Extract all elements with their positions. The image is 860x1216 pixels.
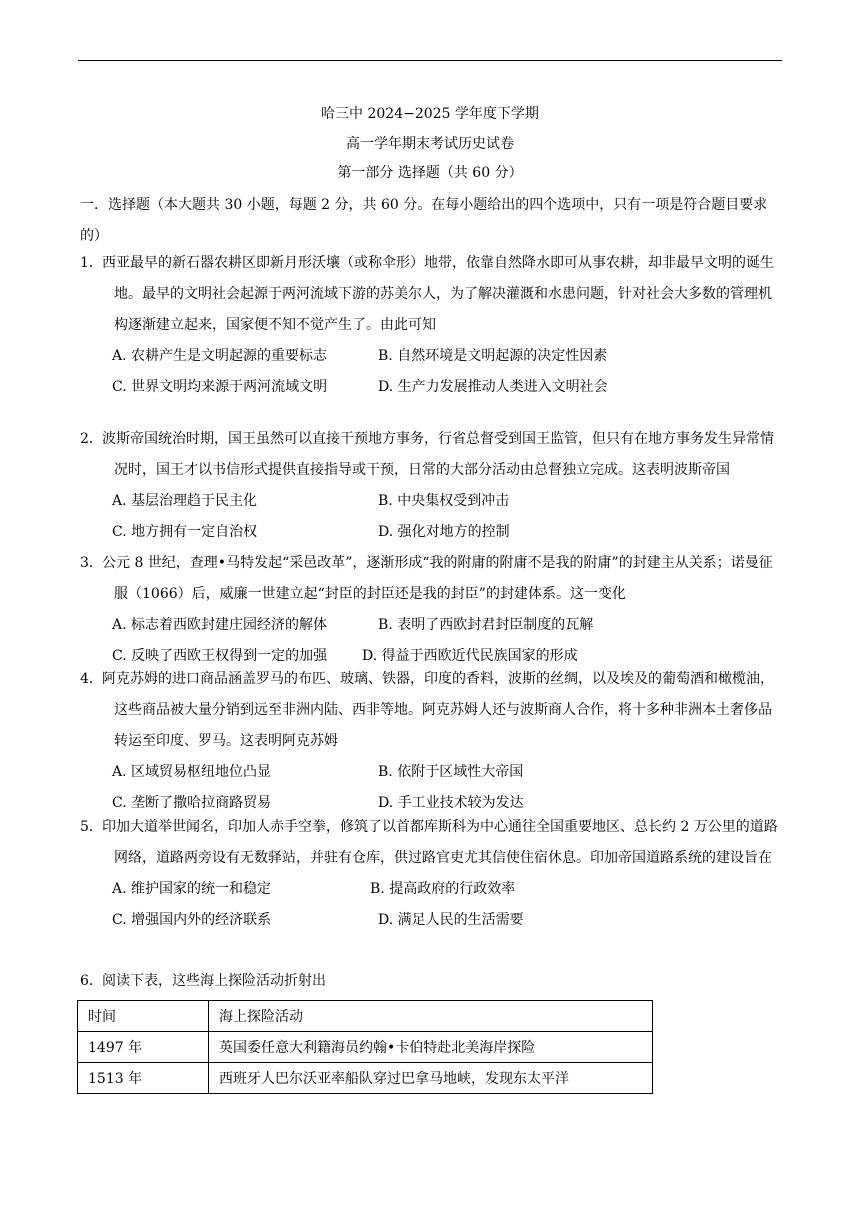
question-number: 1． <box>80 255 103 271</box>
option-b[interactable]: B. 提高政府的行政效率 <box>370 881 516 897</box>
table-header-row <box>78 1001 653 1032</box>
option-b[interactable]: B. 自然环境是文明起源的决定性因素 <box>378 348 608 364</box>
option-d[interactable]: D. 手工业技术较为发达 <box>378 795 524 811</box>
option-c[interactable]: C. 世界文明均来源于两河流域文明 <box>112 379 328 395</box>
option-a[interactable]: A. 基层治理趋于民主化 <box>112 493 258 509</box>
question-number: 4． <box>80 671 103 687</box>
option-c[interactable]: C. 反映了西欧王权得到一定的加强 <box>112 648 328 664</box>
section-instructions: 一．选择题（本大题共 30 小题，每题 2 分，共 60 分。在每小题给出的四个选项中，只有一项是符合题目要求的） <box>80 197 768 244</box>
option-b[interactable]: B. 表明了西欧封君封臣制度的瓦解 <box>378 617 594 633</box>
option-a[interactable]: A. 农耕产生是文明起源的重要标志 <box>112 348 328 364</box>
option-b[interactable]: B. 依附于区域性大帝国 <box>378 764 524 780</box>
question-stem: 公元 8 世纪，查理•马特发起“采邑改革”，逐渐形成“我的附庸的附庸不是我的附庸”的封建主从关系；诺曼征服（1066）后，威廉一世建立起“封臣的封臣还是我的封臣”的封建体系。这一变化 <box>102 555 773 602</box>
question-5 <box>80 812 784 936</box>
options <box>80 874 784 936</box>
question-stem: 波斯帝国统治时期，国王虽然可以直接干预地方事务，行省总督受到国王监管，但只有在地方事务发生异常情况时，国王才以书信形式提供直接指导或干预，日常的大部分活动由总督独立完成。这表明波斯帝国 <box>102 431 774 478</box>
question-number: 5． <box>80 819 103 835</box>
table-cell-time: 1513 年 <box>78 1063 209 1094</box>
option-a[interactable]: A. 标志着西欧封建庄园经济的解体 <box>112 617 328 633</box>
question-2 <box>80 424 784 548</box>
options <box>80 486 784 548</box>
table-cell-activity: 西班牙人巴尔沃亚率船队穿过巴拿马地峡，发现东太平洋 <box>209 1063 653 1094</box>
question-stem: 西亚最早的新石器农耕区即新月形沃壤（或称伞形）地带，依靠自然降水即可从事农耕，却非最早文明的诞生地。最早的文明社会起源于两河流域下游的苏美尔人，为了解决灌溉和水患问题，针对社会大多数的管理机构逐渐建立起来，国家便不知不觉产生了。由此可知 <box>102 255 774 333</box>
option-d[interactable]: D. 满足人民的生活需要 <box>378 912 524 928</box>
options <box>80 757 784 819</box>
option-c[interactable]: C. 增强国内外的经济联系 <box>112 912 272 928</box>
option-c[interactable]: C. 地方拥有一定自治权 <box>112 524 258 540</box>
question-stem: 印加大道举世闻名，印加人赤手空拳，修筑了以首都库斯科为中心通往全国重要地区、总长约 2 万公里的道路网络，道路两旁设有无数驿站，并驻有仓库，供过路官吏尤其信使住宿休息。印加帝国道路系统的建设旨在 <box>102 819 778 866</box>
table-row <box>78 1063 653 1094</box>
question-stem: 阿克苏姆的进口商品涵盖罗马的布匹、玻璃、铁器，印度的香料，波斯的丝绸，以及埃及的葡萄酒和橄榄油，这些商品被大量分销到远至非洲内陆、西非等地。阿克苏姆人还与波斯商人合作，将十多种非洲本土奢侈品转运至印度、罗马。这表明阿克苏姆 <box>102 671 774 749</box>
option-d[interactable]: D. 生产力发展推动人类进入文明社会 <box>378 379 608 395</box>
option-b[interactable]: B. 中央集权受到冲击 <box>378 493 510 509</box>
question-number: 6． <box>80 973 103 989</box>
part-title: 第一部分 选择题（共 60 分） <box>337 165 523 181</box>
top-rule <box>78 60 782 61</box>
question-stem: 阅读下表，这些海上探险活动折射出 <box>102 973 326 989</box>
table-header-time: 时间 <box>78 1001 209 1032</box>
exam-title: 高一学年期末考试历史试卷 <box>346 136 514 152</box>
option-a[interactable]: A. 维护国家的统一和稳定 <box>112 881 272 897</box>
question-number: 2． <box>80 431 103 447</box>
option-a[interactable]: A. 区域贸易枢纽地位凸显 <box>112 764 272 780</box>
options <box>80 610 784 672</box>
question-number: 3． <box>80 555 103 571</box>
table-header-activity: 海上探险活动 <box>209 1001 653 1032</box>
table-cell-activity: 英国委任意大利籍海员约翰•卡伯特赴北美海岸探险 <box>209 1032 653 1063</box>
exam-school-term: 哈三中 2024−2025 学年度下学期 <box>321 106 539 122</box>
option-c[interactable]: C. 垄断了撒哈拉商路贸易 <box>112 795 272 811</box>
question-1 <box>80 248 784 403</box>
table-row <box>78 1032 653 1063</box>
table-cell-time: 1497 年 <box>78 1032 209 1063</box>
option-d[interactable]: D. 强化对地方的控制 <box>378 524 510 540</box>
question-4 <box>80 664 784 819</box>
option-d[interactable]: D. 得益于西欧近代民族国家的形成 <box>362 648 578 664</box>
exploration-table <box>77 1000 653 1094</box>
question-3 <box>80 548 784 672</box>
question-6 <box>80 966 784 997</box>
options <box>80 341 784 403</box>
